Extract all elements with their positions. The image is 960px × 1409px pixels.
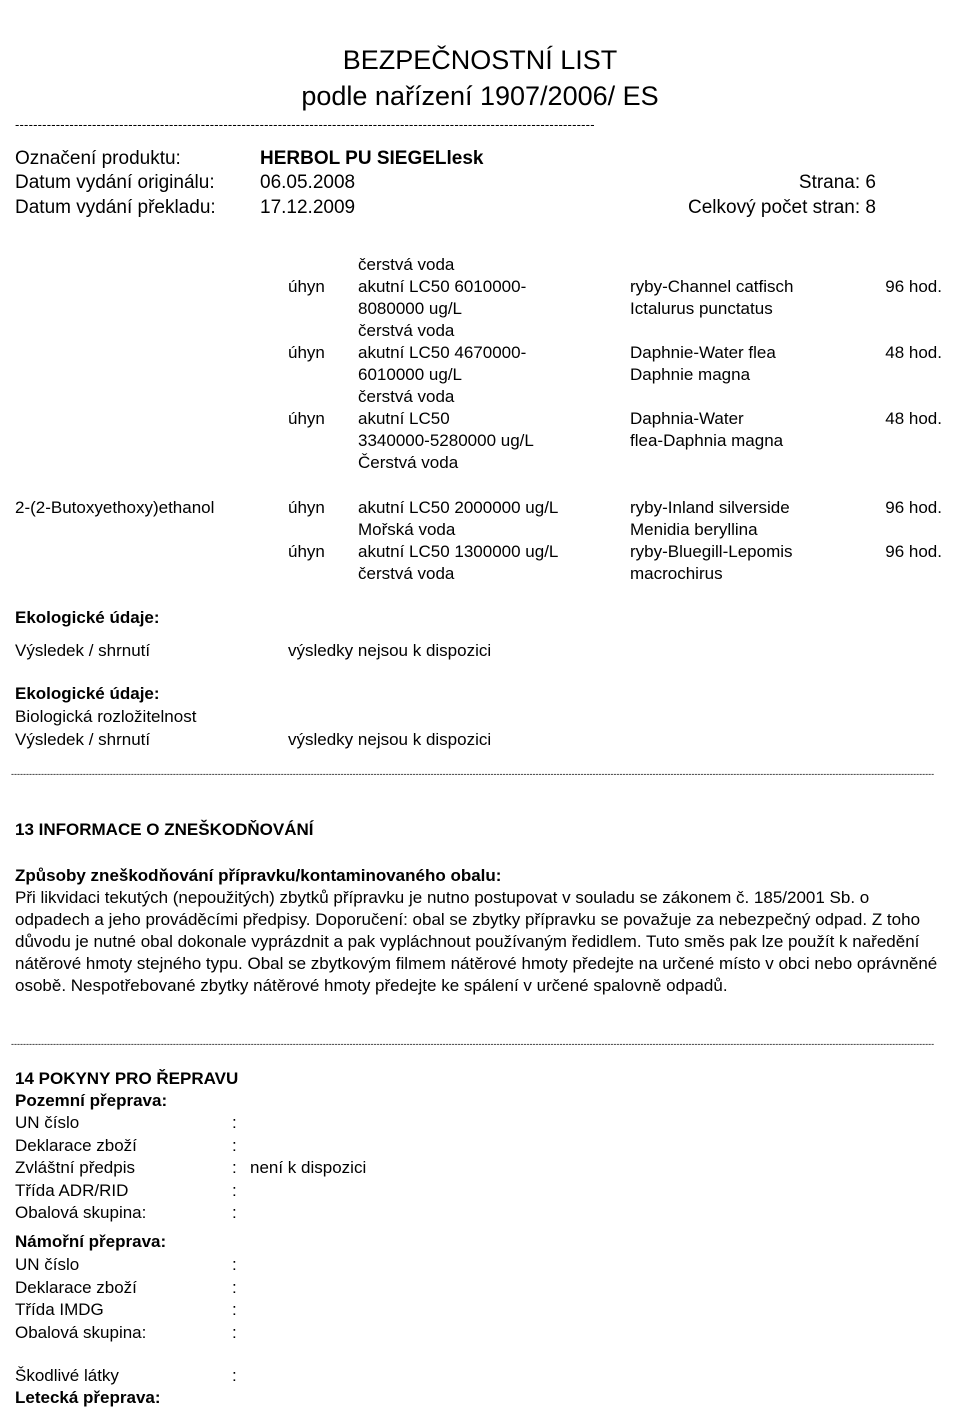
tox-test: čerstvá voda: [358, 255, 455, 274]
tox-species: ryby-Bluegill-Lepomis: [630, 542, 793, 561]
harmful-substances-colon: :: [232, 1366, 237, 1385]
section-14-title: 14 POKYNY PRO ŘEPRAVU: [15, 1069, 239, 1088]
transport-field-colon: :: [232, 1203, 237, 1222]
tox-exposure-time: 48 hod.: [885, 409, 942, 428]
eco-heading-biodegradability: Ekologické údaje:: [15, 684, 160, 703]
tox-test: 6010000 ug/L: [358, 365, 462, 384]
tox-species: flea-Daphnia magna: [630, 431, 784, 450]
disposal-methods-heading: Způsoby zneškodňování přípravku/kontaminovaného obalu:: [15, 866, 502, 885]
tox-test: čerstvá voda: [358, 564, 455, 583]
transport-field-label: Deklarace zboží: [15, 1277, 137, 1297]
trans-date-label: Datum vydání překladu:: [15, 197, 216, 218]
tox-test: akutní LC50 6010000-: [358, 277, 527, 296]
disposal-text: Při likvidaci tekutých (nepoužitých) zbytků přípravku je nutno postupovat v souladu se zákonem č. 185/2001 Sb. o odpadech a jeho prováděcími předpisy. Doporučení: obal se zbytky přípravku se považuje za nebezpečný odpad. Z toho důvodu je nutné obal dokonale vyprázdnit a pak vypláchnout používaným ředidlem. Tuto směs pak lze použít k naředění nátěrové hmoty stejného typu. Obal se zbytkovým filmem nátěrové hmoty předejte na určené místo v obci nebo oprávněné osobě. Nespotřebované zbytky nátěrové hmoty předejte ke spálení v určené spalovně odpadů.: [15, 888, 938, 995]
transport-field-label: UN číslo: [15, 1113, 80, 1132]
tox-species: ryby-Channel catfisch: [630, 277, 794, 296]
tox-species: ryby-Inland silverside: [630, 498, 790, 517]
tox-test: akutní LC50 2000000 ug/L: [358, 498, 559, 517]
transport-field-label: Třída ADR/RID: [15, 1180, 129, 1200]
transport-field-colon: :: [232, 1135, 237, 1155]
product-label: Označení produktu:: [15, 148, 181, 169]
transport-field-colon: :: [232, 1277, 237, 1297]
section-separator: --------------------------------------------------------------------------------------------------------------------------------------------------------------------------------------------------------------------------------------------------------------------------------------------------------------------: [11, 769, 935, 779]
document-subtitle: podle nařízení 1907/2006/ ES: [301, 81, 659, 111]
tox-species: Daphnia-Water: [630, 409, 744, 428]
tox-test: akutní LC50 1300000 ug/L: [358, 542, 559, 561]
tox-exposure-time: 96 hod.: [885, 498, 942, 517]
harmful-substances-label: Škodlivé látky: [15, 1366, 119, 1385]
transport-field-colon: :: [232, 1158, 237, 1177]
tox-test: akutní LC50: [358, 409, 450, 428]
sea-transport-heading: Námořní přeprava:: [15, 1232, 167, 1251]
tox-test: čerstvá voda: [358, 387, 455, 406]
transport-field-label: Deklarace zboží: [15, 1135, 137, 1155]
tox-species: Ictalurus punctatus: [630, 299, 773, 318]
tox-endpoint: úhyn: [288, 542, 325, 561]
transport-field-label: UN číslo: [15, 1255, 80, 1274]
transport-field-label: Třída IMDG: [15, 1300, 104, 1319]
orig-date-label: Datum vydání originálu:: [15, 172, 215, 193]
transport-field-colon: :: [232, 1113, 237, 1132]
transport-field-label: Obalová skupina:: [15, 1322, 147, 1342]
tox-test: Čerstvá voda: [358, 453, 459, 472]
biodegradability-label: Biologická rozložitelnost: [15, 707, 197, 726]
orig-date-value: 06.05.2008: [260, 172, 356, 193]
land-transport-heading: Pozemní přeprava:: [15, 1091, 168, 1110]
tox-exposure-time: 96 hod.: [885, 542, 942, 561]
tox-test: čerstvá voda: [358, 321, 455, 340]
tox-test: 8080000 ug/L: [358, 299, 462, 318]
transport-field-label: Obalová skupina:: [15, 1203, 147, 1222]
trans-date-value: 17.12.2009: [260, 197, 356, 218]
product-value: HERBOL PU SIEGELlesk: [260, 148, 484, 169]
transport-field-colon: :: [232, 1180, 237, 1200]
header-dashes: --------------------------------------------------------------------------------------------------------------------------------: [15, 118, 595, 132]
document-title: BEZPEČNOSTNÍ LIST: [342, 45, 618, 75]
total-pages: Celkový počet stran: 8: [688, 197, 876, 218]
tox-endpoint: úhyn: [288, 409, 325, 428]
section-13-title: 13 INFORMACE O ZNEŠKODŇOVÁNÍ: [15, 820, 314, 839]
biodeg-result-value: výsledky nejsou k dispozici: [288, 730, 492, 749]
tox-test: akutní LC50 4670000-: [358, 343, 527, 362]
tox-species: macrochirus: [630, 564, 723, 583]
air-transport-heading: Letecká přeprava:: [15, 1388, 161, 1407]
eco-heading: Ekologické údaje:: [15, 608, 160, 627]
transport-field-label: Zvláštní předpis: [15, 1158, 135, 1177]
tox-test: 3340000-5280000 ug/L: [358, 431, 534, 450]
tox-exposure-time: 96 hod.: [885, 277, 942, 296]
section-separator: --------------------------------------------------------------------------------------------------------------------------------------------------------------------------------------------------------------------------------------------------------------------------------------------------------------------: [11, 1039, 935, 1049]
tox-endpoint: úhyn: [288, 343, 325, 362]
biodeg-result-label: Výsledek / shrnutí: [15, 730, 151, 749]
page-number: Strana: 6: [798, 172, 876, 193]
transport-field-colon: :: [232, 1322, 237, 1342]
transport-field-colon: :: [232, 1255, 237, 1274]
tox-species: Menidia beryllina: [630, 520, 758, 539]
tox-endpoint: úhyn: [288, 498, 325, 517]
substance-name: 2-(2-Butoxyethoxy)ethanol: [15, 498, 215, 517]
transport-field-colon: :: [232, 1300, 237, 1319]
eco-result-label: Výsledek / shrnutí: [15, 641, 151, 660]
tox-species: Daphnie magna: [630, 365, 751, 384]
tox-test: Mořská voda: [358, 520, 456, 539]
tox-endpoint: úhyn: [288, 277, 325, 296]
transport-field-value: není k dispozici: [250, 1158, 367, 1177]
tox-exposure-time: 48 hod.: [885, 343, 942, 362]
eco-result-value: výsledky nejsou k dispozici: [288, 641, 492, 660]
tox-species: Daphnie-Water flea: [630, 343, 776, 362]
